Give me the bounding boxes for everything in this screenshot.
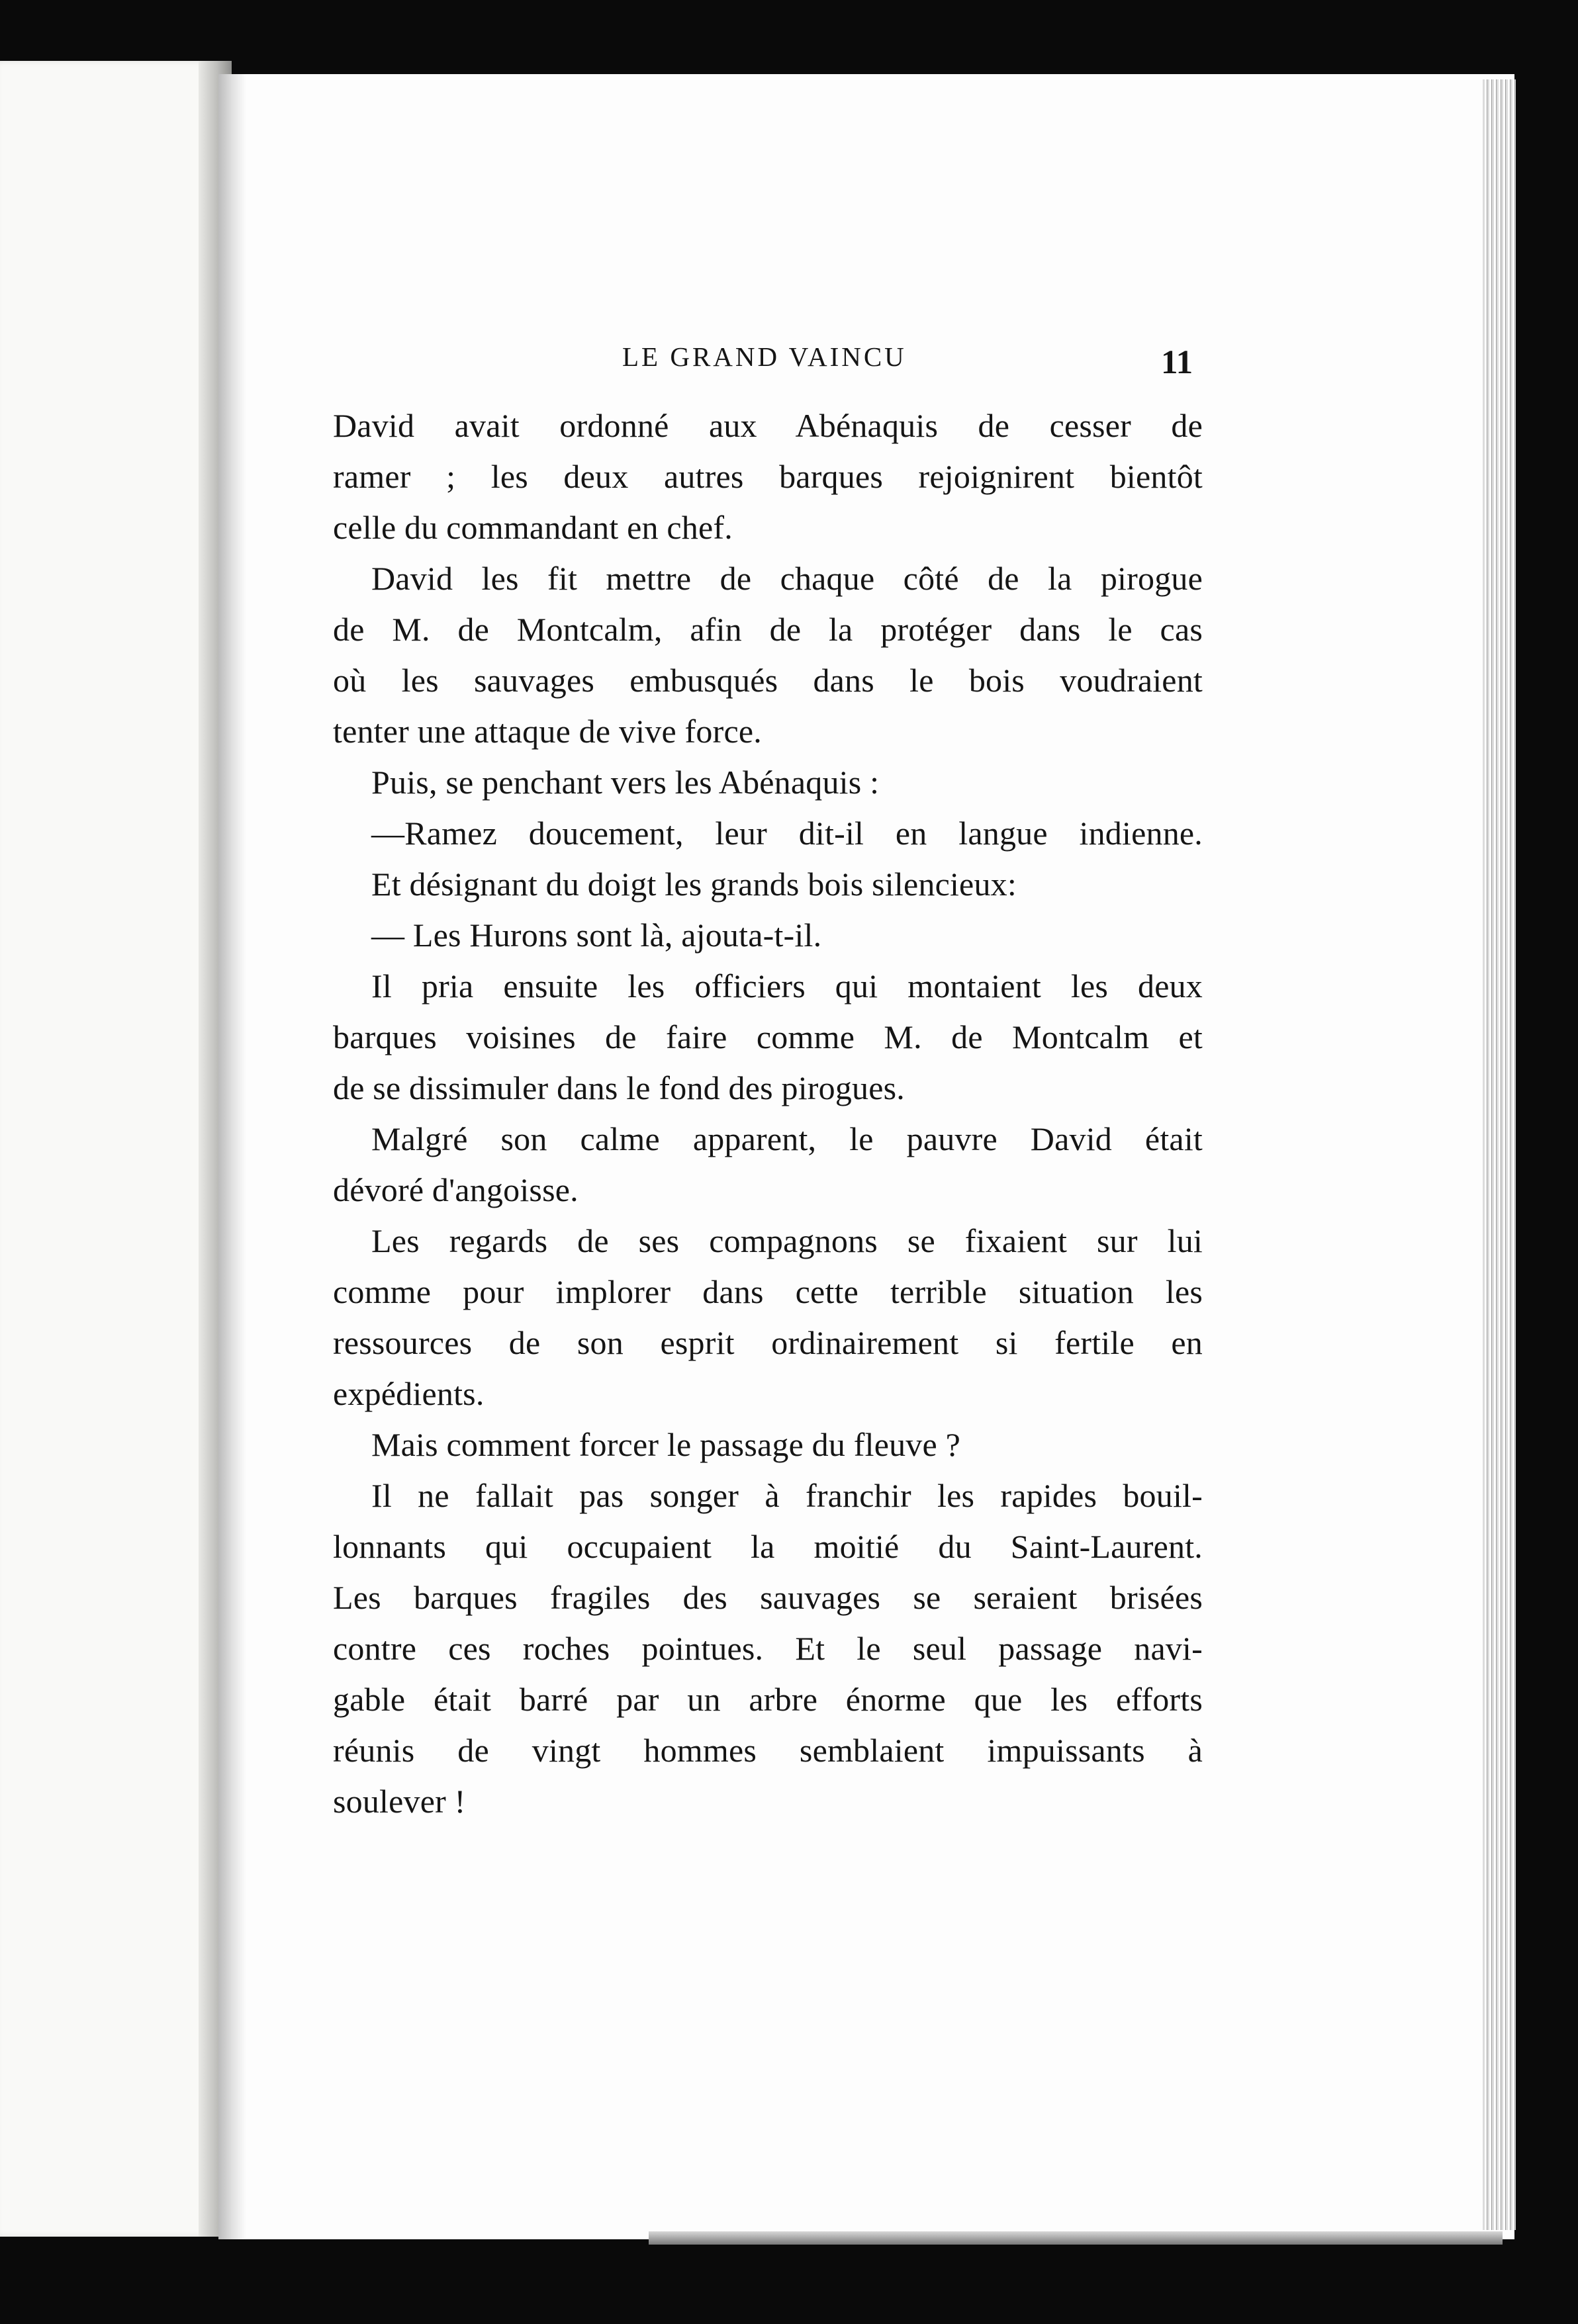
text-line: celle du commandant en chef.	[333, 509, 733, 546]
text-line: de se dissimuler dans le fond des pirogues.	[333, 1069, 905, 1106]
text-line: expédients.	[333, 1375, 485, 1412]
text-line: —Ramez doucement, leur dit-il en langue indienne.	[371, 815, 1203, 852]
gutter-shadow	[218, 74, 246, 2239]
text-line: Les regards de ses compagnons se fixaient sur lui	[371, 1222, 1203, 1259]
text-line: barques voisines de faire comme M. de Montcalm et	[333, 1018, 1203, 1055]
text-line: dévoré d'angoisse.	[333, 1171, 579, 1208]
text-line: ramer ; les deux autres barques rejoignirent bientôt	[333, 458, 1203, 495]
text-line: lonnants qui occupaient la moitié du Saint-Laurent.	[333, 1528, 1203, 1565]
text-line: ressources de son esprit ordinairement si fertile en	[333, 1324, 1203, 1361]
text-line: où les sauvages embusqués dans le bois voudraient	[333, 662, 1203, 699]
text-line: soulever !	[333, 1783, 466, 1820]
running-head: LE GRAND VAINCU	[622, 341, 907, 372]
left-page	[0, 61, 218, 2237]
page-number: 11	[1161, 344, 1193, 381]
text-line: tenter une attaque de vive force.	[333, 713, 762, 750]
text-line: Il pria ensuite les officiers qui montaient les deux	[371, 967, 1203, 1005]
text-line: Les barques fragiles des sauvages se seraient brisées	[333, 1579, 1203, 1616]
text-line: — Les Hurons sont là, ajouta-t-il.	[371, 916, 822, 954]
page-edges	[1483, 79, 1516, 2230]
text-line: Puis, se penchant vers les Abénaquis :	[371, 764, 880, 801]
text-line: David les fit mettre de chaque côté de la pirogue	[371, 560, 1203, 597]
text-line: réunis de vingt hommes semblaient impuissants à	[333, 1732, 1203, 1769]
text-line: contre ces roches pointues. Et le seul passage navi-	[333, 1630, 1203, 1667]
text-line: de M. de Montcalm, afin de la protéger dans le cas	[333, 611, 1203, 648]
text-line: Malgré son calme apparent, le pauvre David était	[371, 1120, 1203, 1157]
text-line: Mais comment forcer le passage du fleuve ?	[371, 1426, 960, 1463]
text-line: comme pour implorer dans cette terrible situation les	[333, 1273, 1203, 1310]
text-line: gable était barré par un arbre énorme que les efforts	[333, 1681, 1203, 1718]
body-text	[333, 400, 1203, 1827]
text-line: Et désignant du doigt les grands bois silencieux:	[371, 866, 1017, 903]
text-line: Il ne fallait pas songer à franchir les rapides bouil-	[371, 1477, 1203, 1514]
text-line: David avait ordonné aux Abénaquis de cesser de	[333, 407, 1203, 444]
page-bottom-edge	[649, 2231, 1503, 2245]
